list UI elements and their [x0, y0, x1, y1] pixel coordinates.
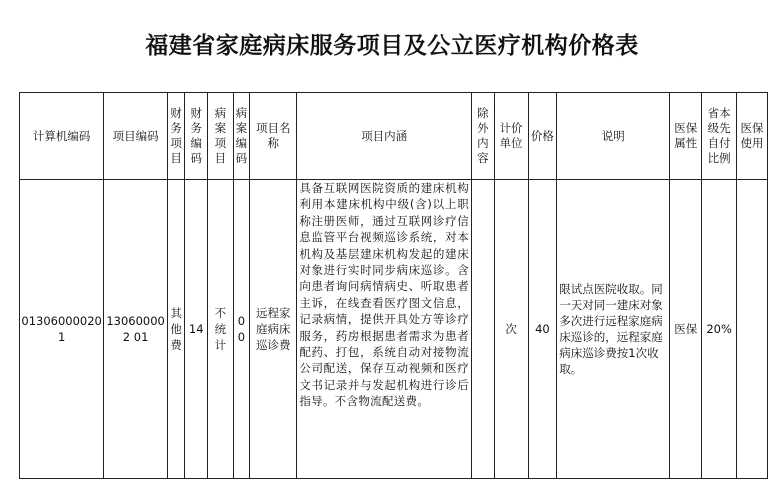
cell-item-code: 130600002 01 — [104, 180, 168, 479]
table-row — [20, 180, 768, 479]
cell-self-pay-ratio: 20% — [702, 180, 737, 479]
cell-finance-code: 14 — [185, 180, 208, 479]
cell-item-name: 远程家庭病床巡诊费 — [250, 180, 297, 479]
header-row — [20, 93, 768, 180]
header-cell-computer-code: 计算机编码 — [20, 93, 104, 180]
cell-content: 具备互联网医院资质的建床机构利用本建床机构中级(含)以上职称注册医师，通过互联网诊疗信息监管平台视频巡诊系统，对本机构及基层建床机构发起的建床对象进行实时同步病床巡诊。含向患者询问病情病史、听取患者主诉，在线查看医疗图文信息，记录病情，提供开具处方等诊疗服务，药房根据患者需求为患者配药、打包，系统自动对接物流公司配送，保存互动视频和医疗文书记录并与发起机构进行诊后指导。不含物流配送费。 — [297, 180, 472, 479]
cell-case-item: 不统计 — [208, 180, 234, 479]
cell-insurance-attr: 医保 — [670, 180, 702, 479]
header-cell-case-code: 病案编码 — [233, 93, 249, 180]
header-cell-price: 价格 — [528, 93, 557, 180]
header-cell-note: 说明 — [557, 93, 670, 180]
cell-finance-item: 其他费 — [167, 180, 184, 479]
cell-exclusions — [472, 180, 495, 479]
header-cell-item-code: 项目编码 — [104, 93, 168, 180]
header-cell-self-pay-ratio: 省本级先自付比例 — [702, 93, 737, 180]
header-cell-insurance-use: 医保使用 — [737, 93, 768, 180]
cell-computer-code: 013060000201 — [20, 180, 104, 479]
header-cell-unit: 计价单位 — [494, 93, 528, 180]
cell-insurance-use — [737, 180, 768, 479]
header-cell-case-item: 病案项目 — [208, 93, 234, 180]
header-cell-exclusions: 除外内容 — [472, 93, 495, 180]
header-cell-finance-item: 财务项目 — [167, 93, 184, 180]
page-title: 福建省家庭病床服务项目及公立医疗机构价格表 — [145, 32, 639, 59]
header-cell-content: 项目内涵 — [297, 93, 472, 180]
cell-price: 40 — [528, 180, 557, 479]
header-cell-item-name: 项目名称 — [250, 93, 297, 180]
cell-note: 限试点医院收取。同一天对同一建床对象多次进行远程家庭病床巡诊的，远程家庭病床巡诊费按1次收取。 — [557, 180, 670, 479]
cell-unit: 次 — [494, 180, 528, 479]
header-cell-insurance-attr: 医保属性 — [670, 93, 702, 180]
header-cell-finance-code: 财务编码 — [185, 93, 208, 180]
price-table — [19, 92, 768, 479]
cell-case-code: 00 — [233, 180, 249, 479]
